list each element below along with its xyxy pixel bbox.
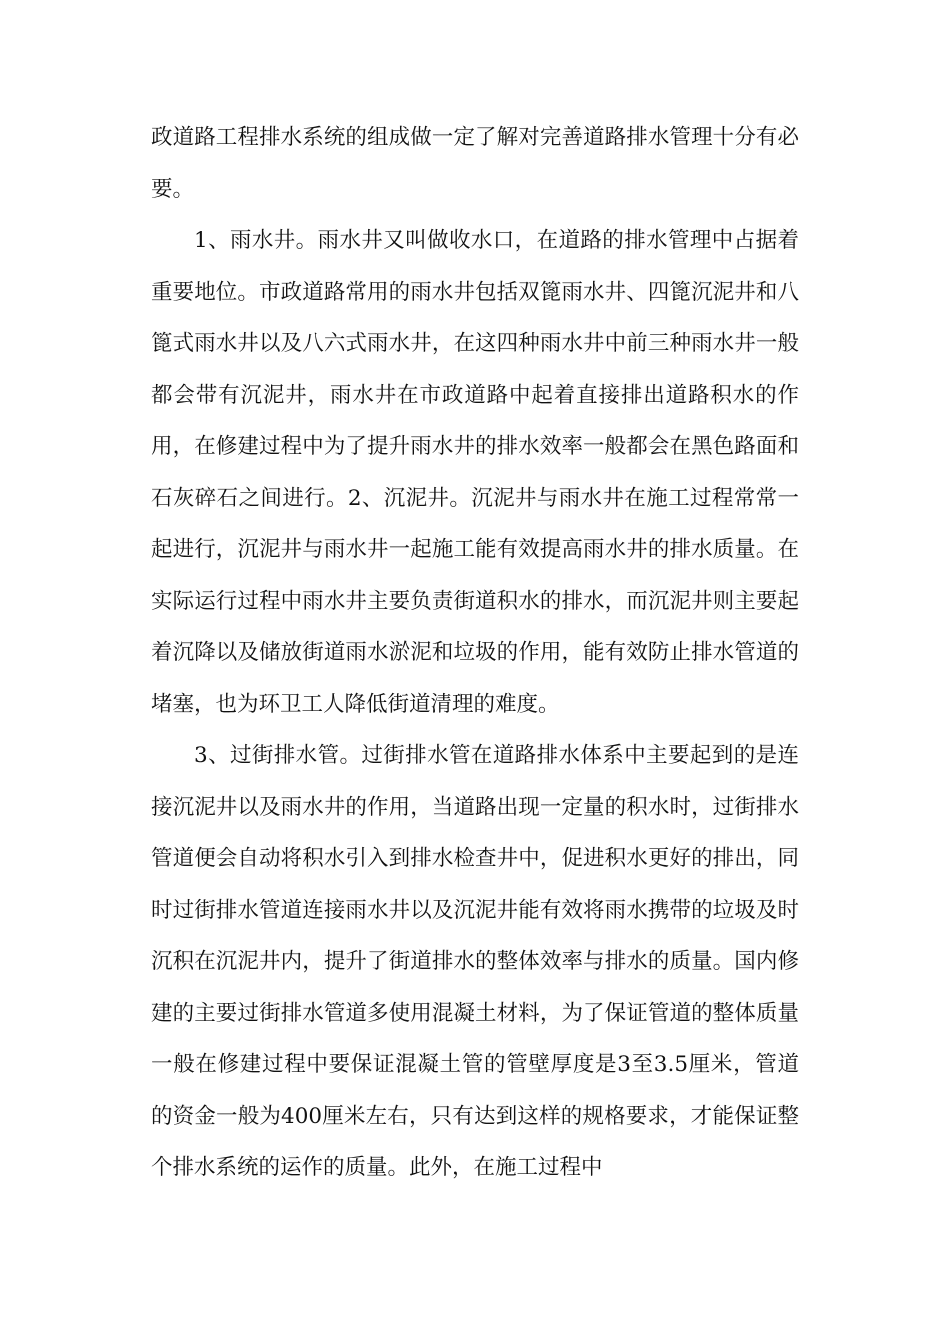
paragraph-continuation: 政道路工程排水系统的组成做一定了解对完善道路排水管理十分有必要。 [151,125,799,202]
paragraph-cross-street-drain-pipe: 3、过街排水管。过街排水管在道路排水体系中主要起到的是连接沉泥井以及雨水井的作用，当道路出现一定量的积水时，过街排水管道便会自动将积水引入到排水检查井中，促进积水更好的排出，同时过街排水管道连接雨水井以及沉泥井能有效将雨水携带的垃圾及时沉积在沉泥井内，提升了街道排水的整体效率与排水的质量。国内修建的主要过街排水管道多使用混凝土材料，为了保证管道的整体质量一般在修建过程中要保证混凝土管的管壁厚度是3至3.5厘米，管道的资金一般为400厘米左右，只有达到这样的规格要求，才能保证整个排水系统的运作的质量。此外，在施工过程中 [151,743,799,1180]
paragraph-rain-well-and-sediment-well: 1、雨水井。雨水井又叫做收水口，在道路的排水管理中占据着重要地位。市政道路常用的雨水井包括双篦雨水井、四篦沉泥井和八篦式雨水井以及八六式雨水井，在这四种雨水井中前三种雨水井一般都会带有沉泥井，雨水井在市政道路中起着直接排出道路积水的作用，在修建过程中为了提升雨水井的排水效率一般都会在黑色路面和石灰碎石之间进行。2、沉泥井。沉泥井与雨水井在施工过程常常一起进行，沉泥井与雨水井一起施工能有效提高雨水井的排水质量。在实际运行过程中雨水井主要负责街道积水的排水，而沉泥井则主要起着沉降以及储放街道雨水淤泥和垃圾的作用，能有效防止排水管道的堵塞，也为环卫工人降低街道清理的难度。 [151,228,799,717]
body-text [151,112,799,1194]
